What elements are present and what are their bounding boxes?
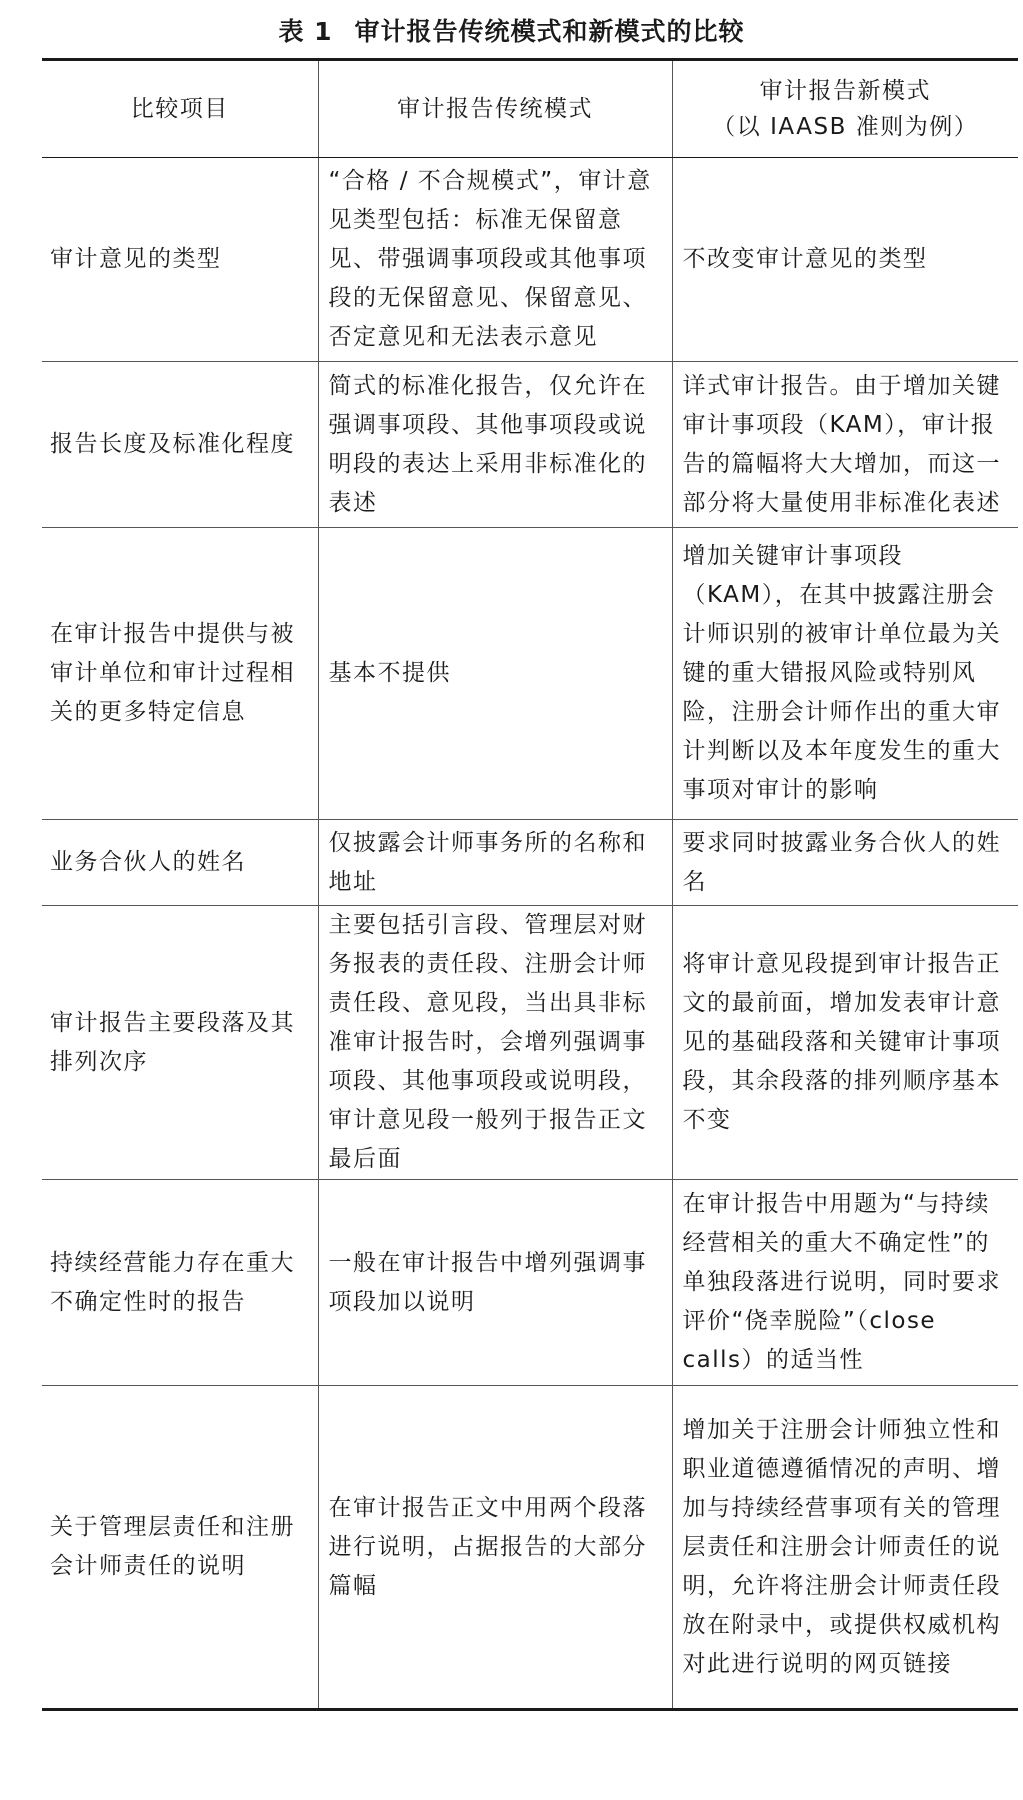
row-traditional-cell: 仅披露会计师事务所的名称和地址: [318, 820, 672, 906]
row-item-cell: 业务合伙人的姓名: [42, 820, 318, 906]
row-new-cell: 将审计意见段提到审计报告正文的最前面，增加发表审计意见的基础段落和关键审计事项段，其余段落的排列顺序基本不变: [672, 906, 1018, 1180]
row-traditional-cell: “合格 / 不合规模式”，审计意见类型包括：标准无保留意见、带强调事项段或其他事项段的无保留意见、保留意见、否定意见和无法表示意见: [318, 158, 672, 362]
comparison-table: [42, 58, 1018, 1711]
header-traditional-mode: 审计报告传统模式: [318, 60, 672, 158]
table-row: [42, 906, 1018, 1180]
table-number: 表 1: [278, 17, 333, 46]
table-caption: [0, 12, 1023, 48]
row-traditional-cell: 基本不提供: [318, 528, 672, 820]
row-item-cell: 持续经营能力存在重大不确定性时的报告: [42, 1180, 318, 1386]
header-new-mode-title: 审计报告新模式: [759, 78, 931, 104]
table-row: [42, 528, 1018, 820]
header-new-mode-note: （以 IAASB 准则为例）: [712, 114, 979, 140]
row-new-cell: 增加关键审计事项段（KAM），在其中披露注册会计师识别的被审计单位最为关键的重大错报风险或特别风险，注册会计师作出的重大审计判断以及本年度发生的重大事项对审计的影响: [672, 528, 1018, 820]
row-new-cell: 在审计报告中用题为“与持续经营相关的重大不确定性”的单独段落进行说明，同时要求评价“侥幸脱险”（close calls）的适当性: [672, 1180, 1018, 1386]
row-new-cell: 详式审计报告。由于增加关键审计事项段（KAM），审计报告的篇幅将大大增加，而这一部分将大量使用非标准化表述: [672, 362, 1018, 528]
row-item-cell: 审计意见的类型: [42, 158, 318, 362]
table-row: [42, 1180, 1018, 1386]
row-new-cell: 不改变审计意见的类型: [672, 158, 1018, 362]
row-new-cell: 要求同时披露业务合伙人的姓名: [672, 820, 1018, 906]
table-row: [42, 362, 1018, 528]
row-item-cell: 审计报告主要段落及其排列次序: [42, 906, 318, 1180]
table-row: [42, 1386, 1018, 1710]
row-item-cell: 关于管理层责任和注册会计师责任的说明: [42, 1386, 318, 1710]
row-item-cell: 报告长度及标准化程度: [42, 362, 318, 528]
row-item-cell: 在审计报告中提供与被审计单位和审计过程相关的更多特定信息: [42, 528, 318, 820]
header-new-mode: [672, 60, 1018, 158]
row-traditional-cell: 一般在审计报告中增列强调事项段加以说明: [318, 1180, 672, 1386]
table-header-row: [42, 60, 1018, 158]
table-title: 审计报告传统模式和新模式的比较: [354, 17, 745, 46]
row-new-cell: 增加关于注册会计师独立性和职业道德遵循情况的声明、增加与持续经营事项有关的管理层责任和注册会计师责任的说明，允许将注册会计师责任段放在附录中，或提供权威机构对此进行说明的网页链接: [672, 1386, 1018, 1710]
table-row: [42, 158, 1018, 362]
header-compare-item: 比较项目: [42, 60, 318, 158]
row-traditional-cell: 主要包括引言段、管理层对财务报表的责任段、注册会计师责任段、意见段，当出具非标准审计报告时，会增列强调事项段、其他事项段或说明段，审计意见段一般列于报告正文最后面: [318, 906, 672, 1180]
row-traditional-cell: 在审计报告正文中用两个段落进行说明，占据报告的大部分篇幅: [318, 1386, 672, 1710]
row-traditional-cell: 简式的标准化报告，仅允许在强调事项段、其他事项段或说明段的表达上采用非标准化的表述: [318, 362, 672, 528]
table-row: [42, 820, 1018, 906]
